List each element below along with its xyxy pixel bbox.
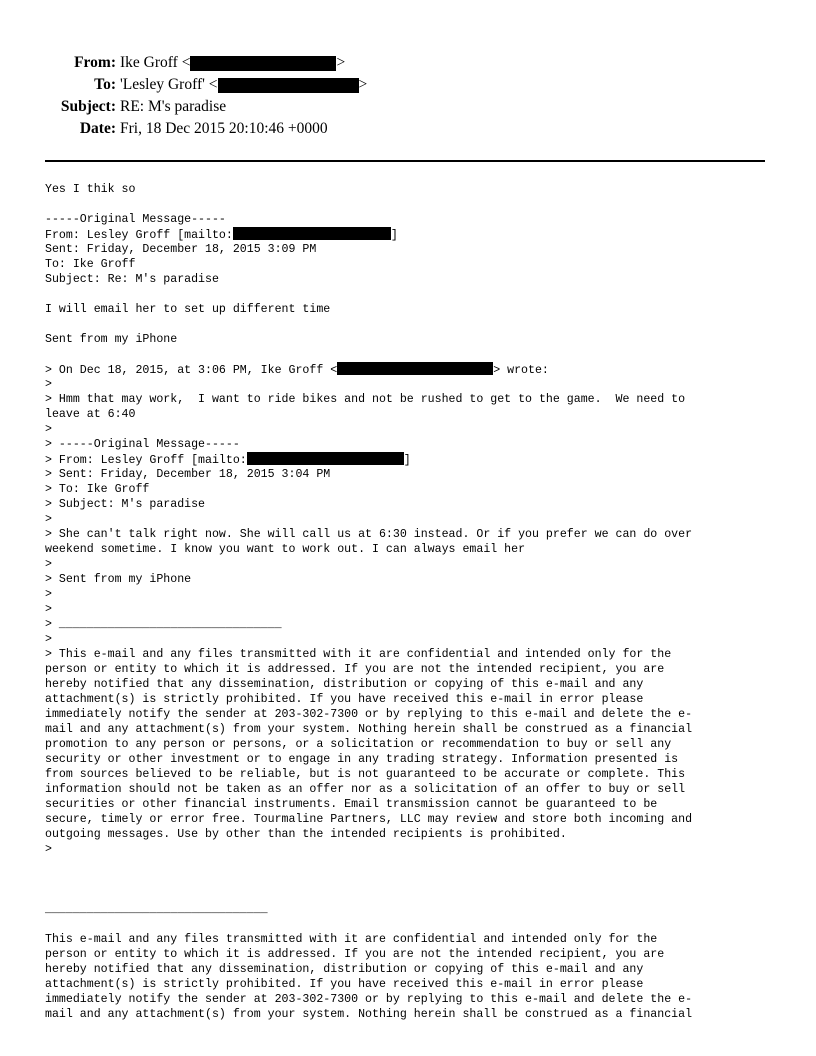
body-line: > [45,588,52,601]
body-line: secure, timely or error free. Tourmaline Partners, LLC may review and store both incoming and [45,813,693,826]
body-line: Yes I thik so [45,183,136,196]
to-label: To: [94,76,116,93]
body-line: > [45,603,52,616]
email-header [0,52,816,140]
body-line: weekend sometime. I know you want to work out. I can always email her [45,543,526,556]
body-line: > -----Original Message----- [45,438,240,451]
body-line: securities or other financial instruments. Email transmission cannot be guaranteed to be [45,798,658,811]
body-line: promotion to any person or persons, or a solicitation or recommendation to buy or sell any [45,738,672,751]
to-row [0,74,816,96]
body-line [45,197,775,212]
body-line: person or entity to which it is addressed. If you are not the intended recipient, you are [45,948,665,961]
body-line: > [45,423,52,436]
body-line: mail and any attachment(s) from your system. Nothing herein shall be construed as a financial [45,723,693,736]
body-line: > [45,843,52,856]
body-line [45,857,775,872]
body-line: Sent from my iPhone [45,333,178,346]
header-divider [45,160,765,162]
subject-value: RE: M's paradise [120,98,227,115]
date-label: Date: [79,120,116,137]
body-line [45,317,775,332]
to-value: 'Lesley Groff' < > [120,76,368,93]
body-line: > [45,513,52,526]
body-line: > From: Lesley Groff [mailto: ] [45,454,411,467]
body-line: > This e-mail and any files transmitted with it are confidential and intended only for the [45,648,672,661]
body-line [45,872,775,887]
body-line: > To: Ike Groff [45,483,150,496]
date-value: Fri, 18 Dec 2015 20:10:46 +0000 [120,120,328,137]
body-line: leave at 6:40 [45,408,136,421]
redaction-box [190,56,336,71]
body-line: attachment(s) is strictly prohibited. If you have received this e-mail in error please [45,978,644,991]
body-line: mail and any attachment(s) from your system. Nothing herein shall be construed as a financial [45,1008,693,1021]
from-label: From: [74,54,116,71]
body-line: ________________________________ [45,903,268,916]
redaction-box [337,362,493,375]
body-line: from sources believed to be reliable, but is not guaranteed to be accurate or complete. This [45,768,686,781]
redaction-box [233,227,391,240]
body-line: > [45,378,52,391]
from-row [0,52,816,74]
body-line: attachment(s) is strictly prohibited. If you have received this e-mail in error please [45,693,644,706]
redaction-box [218,78,359,93]
body-line: hereby notified that any dissemination, distribution or copying of this e-mail and any [45,678,644,691]
body-line: > On Dec 18, 2015, at 3:06 PM, Ike Groff < > wrote: [45,364,549,377]
date-row [0,118,816,140]
body-line [45,287,775,302]
from-value: Ike Groff < > [120,54,346,71]
body-line: To: Ike Groff [45,258,136,271]
subject-label: Subject: [60,98,116,115]
subject-row [0,96,816,118]
body-line: Sent: Friday, December 18, 2015 3:09 PM [45,243,317,256]
body-line [45,917,775,932]
body-line: hereby notified that any dissemination, distribution or copying of this e-mail and any [45,963,644,976]
body-line: -----Original Message----- [45,213,226,226]
body-line: > Sent: Friday, December 18, 2015 3:04 PM [45,468,331,481]
redaction-box [247,452,404,465]
body-line: > Subject: M's paradise [45,498,206,511]
body-line: I will email her to set up different time [45,303,331,316]
body-line: > ________________________________ [45,618,282,631]
body-line: From: Lesley Groff [mailto: ] [45,229,398,242]
body-line: > She can't talk right now. She will call us at 6:30 instead. Or if you prefer we can do over [45,528,693,541]
body-line: This e-mail and any files transmitted with it are confidential and intended only for the [45,933,658,946]
body-line [45,887,775,902]
body-line: information should not be taken as an offer nor as a solicitation of an offer to buy or sell [45,783,686,796]
body-line: immediately notify the sender at 203-302-7300 or by replying to this e-mail and delete the e- [45,708,693,721]
email-body [45,182,775,1022]
body-line: Subject: Re: M's paradise [45,273,219,286]
body-line: > [45,633,52,646]
body-line: immediately notify the sender at 203-302-7300 or by replying to this e-mail and delete the e- [45,993,693,1006]
body-line: outgoing messages. Use by other than the intended recipients is prohibited. [45,828,567,841]
body-line [45,347,775,362]
body-line: > Hmm that may work, I want to ride bikes and not be rushed to get to the game. We need to [45,393,686,406]
body-line: security or other investment or to engage in any trading strategy. Information presented is [45,753,679,766]
body-line: > [45,558,52,571]
body-line: > Sent from my iPhone [45,573,192,586]
body-line: person or entity to which it is addressed. If you are not the intended recipient, you are [45,663,665,676]
